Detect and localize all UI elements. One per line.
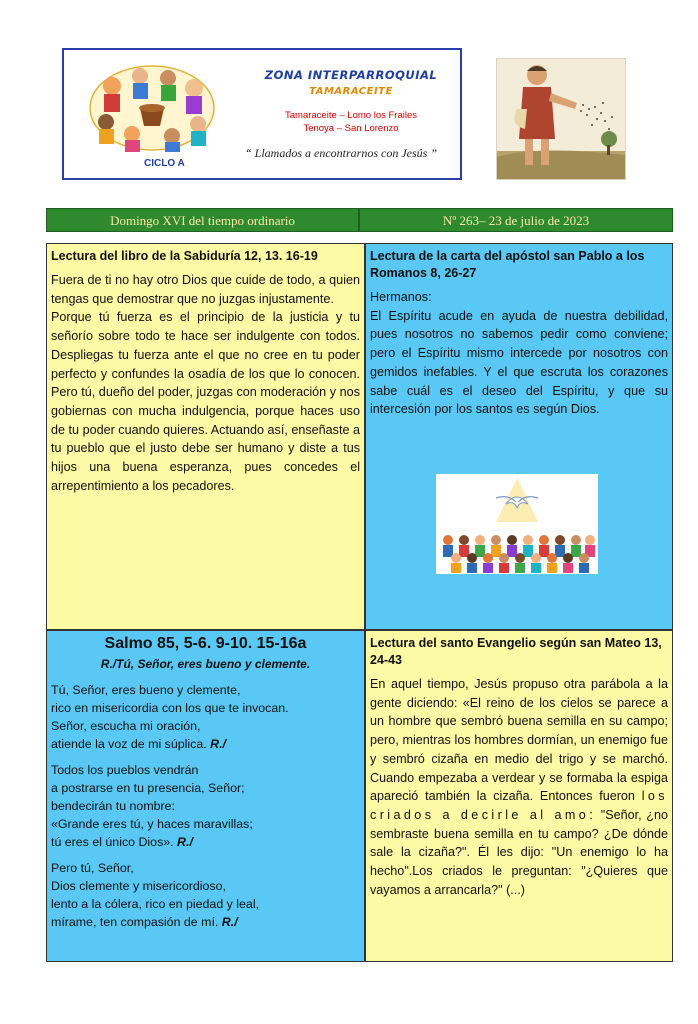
psalm-line: Pero tú, Señor, xyxy=(51,861,134,875)
psalm-line: tú eres el único Dios». R./ xyxy=(51,835,193,849)
response-mark: R./ xyxy=(177,835,193,849)
parish-places-line-2: Tenoya – San Lorenzo xyxy=(303,123,399,134)
psalm-line: rico en misericordia con los que te invocan. xyxy=(51,701,289,715)
second-reading-text: El Espíritu acude en ayuda de nuestra debilidad, pues nosotros no sabemos pedir como conviene; pero el Espíritu mismo intercede por nosotros con gemidos inefables. Y el que escruta los corazones sabe cuál es el deseo del Espíritu, y que su intercesión por los santos es según Dios. xyxy=(370,308,668,417)
sower-illustration xyxy=(496,58,626,180)
second-reading-title: Lectura de la carta del apóstol san Pablo a los Romanos 8, 26-27 xyxy=(370,249,645,280)
psalm-line: lento a la cólera, rico en piedad y leal, xyxy=(51,897,260,911)
ciclo-label: CICLO A xyxy=(144,158,185,169)
response-mark: R./ xyxy=(221,915,238,929)
psalm-line: bendecirán tu nombre: xyxy=(51,799,175,813)
tamaraceite-title: TAMARACEITE xyxy=(309,86,393,97)
holy-spirit-dove-illustration xyxy=(436,474,598,574)
psalm-line: «Grande eres tú, y haces maravillas; xyxy=(51,817,253,831)
first-reading-title: Lectura del libro de la Sabiduría 12, 13. 16-19 xyxy=(51,249,318,263)
psalm-line: atiende la voz de mi súplica. R./ xyxy=(51,737,226,751)
first-reading-paragraph: Porque tú fuerza es el principio de la justicia y tu señorío sobre todo te hace ser indulgente con todos. Despliegas tu fuerza ante el que no cree en tu poder perfecto y confundes la osadía de los que lo conocen. Pero tú, dueño del poder, juzgas con moderación y nos gobiernas con mucha indulgencia, porque haces uso de tu poder cuando quieres. Actuando así, enseñaste a tu pueblo que el justo debe ser humano y diste a tus hijos una buena esperanza, pues concedes el arrepentimiento a los pecadores. xyxy=(51,310,360,493)
psalm-line: a postrarse en tu presencia, Señor; xyxy=(51,781,245,795)
psalm-line: Tú, Señor, eres bueno y clemente, xyxy=(51,683,241,697)
second-reading-box xyxy=(365,243,673,630)
gospel-text: En aquel tiempo, Jesús propuso otra parábola a la gente diciendo: «El reino de los cielos se parece a un hombre que sembró buena semilla en su campo; pero, mientras los hombres dormían, un enemigo fue y sembró cizaña en medio del trigo y se marchó. Cuando empezaba a verdear y se formaba la espiga apareció también la cizaña. Entonces fueron xyxy=(370,677,668,804)
issue-date-banner: Nº 263– 23 de julio de 2023 xyxy=(359,208,673,232)
psalm-line: Señor, escucha mi oración, xyxy=(51,719,201,733)
psalm-line: mírame, ten compasión de mí. R./ xyxy=(51,915,238,929)
second-reading-greeting: Hermanos: xyxy=(370,290,432,304)
gospel-box xyxy=(365,630,673,962)
sunday-banner: Domingo XVI del tiempo ordinario xyxy=(46,208,359,232)
psalm-stanza-2 xyxy=(51,761,360,851)
gospel-title: Lectura del santo Evangelio según san Mateo 13, 24-43 xyxy=(370,636,662,667)
psalm-line: Todos los pueblos vendrán xyxy=(51,763,199,777)
gospel-text-continued: "Señor, ¿no sembraste buena semilla en tu campo? ¿De dónde sale la cizaña?". Él les dijo: "Un enemigo lo ha hecho".Los criados le preguntan: "¿Quieres que vayamos a arrancarla?" (...) xyxy=(370,807,668,897)
psalm-line: Dios clemente y misericordioso, xyxy=(51,879,226,893)
gospel-text-spaced: los criados a decirle al amo: xyxy=(370,789,669,822)
psalm-stanza-1 xyxy=(51,681,360,753)
children-circle-logo xyxy=(82,56,222,156)
psalm-box xyxy=(46,630,365,962)
motto: “ Llamados a encontrarnos con Jesús ” xyxy=(244,146,437,160)
first-reading-paragraph: Fuera de ti no hay otro Dios que cuide de todo, a quien tengas que demostrar que no juzgas injustamente. xyxy=(51,273,360,306)
zona-title: ZONA INTERPARROQUIAL xyxy=(264,68,438,82)
response-mark: R./ xyxy=(210,737,226,751)
parish-header xyxy=(62,48,462,180)
psalm-response: R./Tú, Señor, eres bueno y clemente. xyxy=(100,657,311,671)
parish-places-line-1: Tamaraceite – Lomo los Frailes xyxy=(285,110,417,121)
psalm-stanza-3 xyxy=(51,859,360,931)
first-reading-box xyxy=(46,243,365,630)
psalm-title: Salmo 85, 5-6. 9-10. 15-16a xyxy=(104,635,307,652)
